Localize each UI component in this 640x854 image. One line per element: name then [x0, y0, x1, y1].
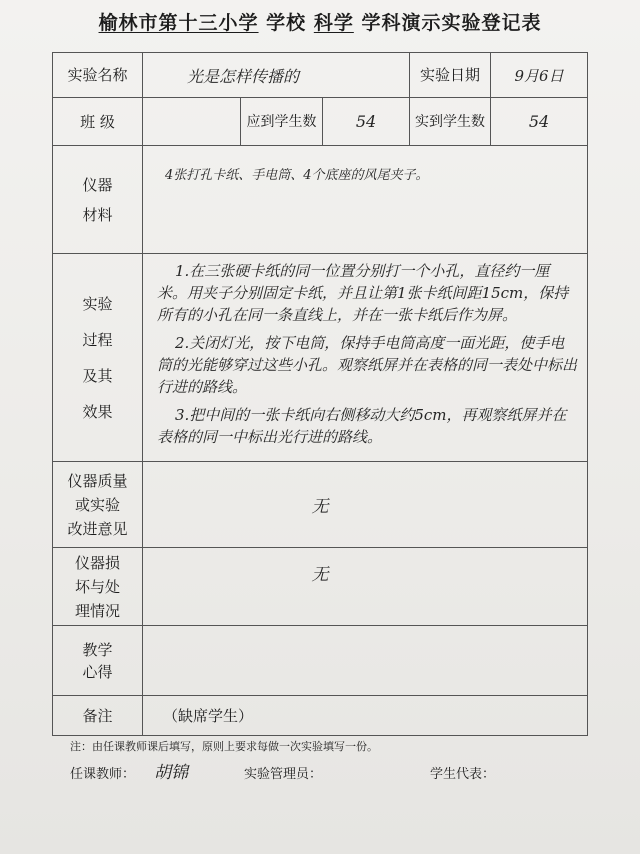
actual-students-label: 实到学生数 — [410, 98, 491, 146]
actual-students-value: 54 — [491, 98, 588, 146]
experiment-name-label: 实验名称 — [53, 53, 143, 98]
damage-value: 无 — [143, 548, 588, 626]
quality-label-line: 改进意见 — [67, 519, 128, 538]
remarks-label: 备注 — [53, 696, 143, 736]
teacher-label: 任课教师： — [70, 767, 136, 782]
row-quality — [53, 462, 588, 548]
expected-students-label: 应到学生数 — [241, 98, 323, 146]
damage-label-line: 坏与处 — [74, 577, 120, 596]
footer-note: 注：由任课教师课后填写，原则上要求每做一次实验填写一份。 — [70, 740, 378, 753]
quality-label — [53, 462, 143, 548]
process-label-line: 效果 — [82, 402, 113, 421]
row-experiment-name — [53, 53, 588, 98]
row-damage — [53, 548, 588, 626]
row-class — [53, 98, 588, 146]
reflection-label-line: 心得 — [82, 662, 113, 681]
date-value: 9月6日 — [491, 53, 588, 98]
process-step: 1.在三张硬卡纸的同一位置分别打一个小孔，直径约一厘米。用夹子分别固定卡纸，并且让第1张卡纸间距15cm，保持所有的小孔在同一条直线上，并在一张卡纸后作为屏。 — [157, 262, 569, 324]
materials-value: 4张打孔卡纸、手电筒、4个底座的风尾夹子。 — [143, 146, 588, 254]
process-step: 2.关闭灯光，按下电筒，保持手电筒高度一面光距，使手电筒的光能够穿过这些小孔。观察纸屏并在表格的同一表处中标出行进的路线。 — [157, 334, 578, 396]
quality-label-line: 仪器质量 — [67, 471, 128, 490]
materials-label — [53, 146, 143, 254]
experiment-name-value: 光是怎样传播的 — [143, 53, 410, 98]
process-label — [53, 254, 143, 462]
process-label-line: 及其 — [82, 366, 113, 385]
damage-label-line: 理情况 — [74, 601, 120, 620]
record-table — [52, 52, 588, 736]
row-reflection — [53, 626, 588, 696]
process-step: 3.把中间的一张卡纸向右侧移动大约5cm，再观察纸屏并在表格的同一中标出光行进的路线。 — [157, 406, 567, 446]
materials-label-line: 材料 — [82, 205, 113, 224]
process-value — [143, 254, 588, 462]
damage-label-line: 仪器损 — [74, 553, 120, 572]
quality-value: 无 — [143, 462, 588, 548]
row-materials — [53, 146, 588, 254]
class-label: 班 级 — [53, 98, 143, 146]
materials-label-line: 仪器 — [82, 175, 113, 194]
class-value — [143, 98, 241, 146]
page-title — [0, 8, 640, 35]
process-label-line: 实验 — [82, 294, 113, 313]
reflection-label-line: 教学 — [82, 640, 113, 659]
quality-label-line: 或实验 — [74, 495, 120, 514]
row-remarks — [53, 696, 588, 736]
damage-label — [53, 548, 143, 626]
expected-students-value: 54 — [323, 98, 410, 146]
subject-name: 科学 — [313, 12, 354, 34]
student-rep-label: 学生代表： — [430, 767, 496, 782]
reflection-label — [53, 626, 143, 696]
reflection-value — [143, 626, 588, 696]
teacher-signature: 胡锦 — [154, 763, 188, 783]
school-suffix: 学校 — [266, 12, 307, 34]
manager-label: 实验管理员： — [244, 767, 323, 782]
remarks-value: （缺席学生） — [143, 696, 588, 736]
process-label-line: 过程 — [82, 330, 113, 349]
school-name: 榆林市第十三小学 — [98, 12, 259, 34]
date-label: 实验日期 — [410, 53, 491, 98]
row-process — [53, 254, 588, 462]
title-rest: 学科演示实验登记表 — [361, 12, 542, 34]
